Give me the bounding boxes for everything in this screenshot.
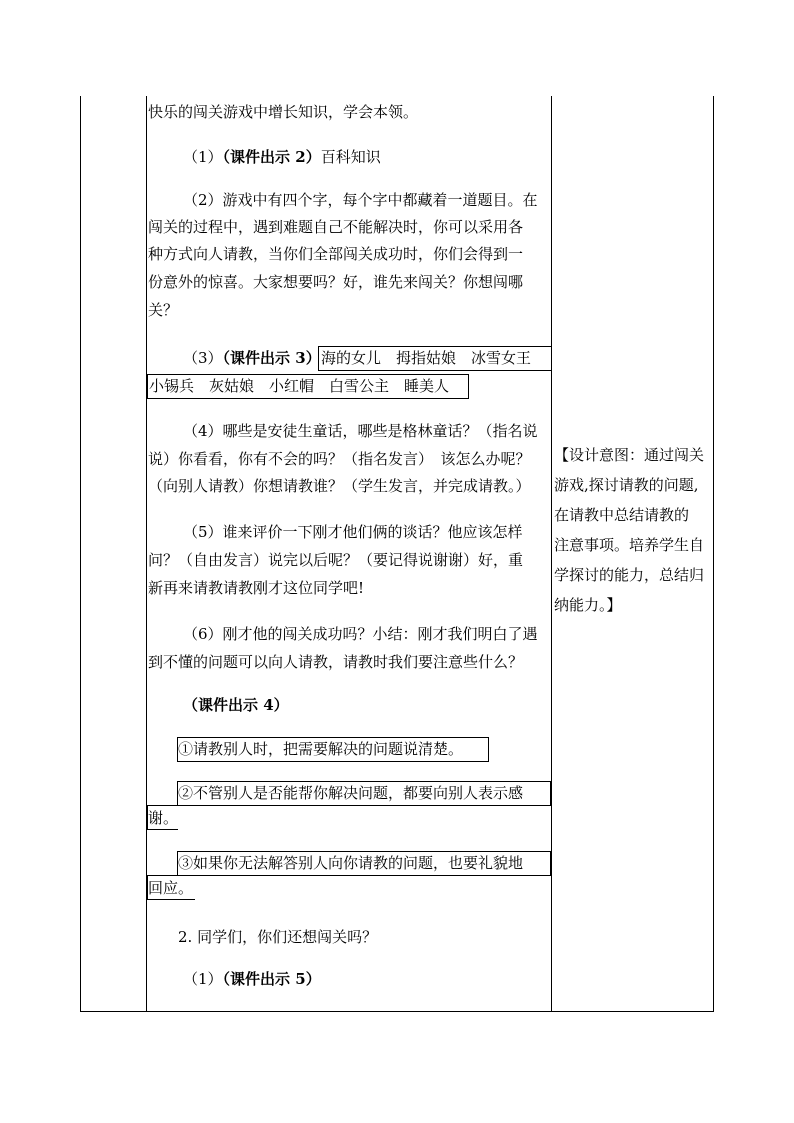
- point-3-line-1: ③如果你无法解答别人向你请教的问题，也要礼貌地: [178, 854, 524, 872]
- section-7-label: （课件出示 4）: [183, 696, 289, 714]
- story-list-line-2: 小锡兵 灰姑娘 小红帽 白雪公主 睡美人: [149, 377, 450, 395]
- intro-line: 快乐的闯关游戏中增长知识，学会本领。: [148, 103, 419, 121]
- section-1-label: （课件出示 2）: [222, 148, 321, 166]
- design-note-line-1: 【设计意图：通过闯关: [554, 446, 705, 464]
- section-3-label: （课件出示 3）: [222, 349, 321, 367]
- section-5-line-2: 问？（自由发言）说完以后呢？（要记得说谢谢）好，重: [148, 551, 524, 569]
- section-1: [183, 146, 381, 168]
- section-6-line-1: （6）刚才他的闯关成功吗？小结：刚才我们明白了遇: [183, 625, 538, 643]
- section-1-text: 百科知识: [320, 148, 381, 166]
- section-4-line-1: （4）哪些是安徒生童话，哪些是格林童话？（指名说: [183, 422, 538, 440]
- story-list-line-1: 海的女儿 拇指姑娘 冰雪女王: [321, 349, 532, 367]
- table-right-border: [713, 96, 714, 1012]
- section-5-line-1: （5）谁来评价一下刚才他们俩的谈话？他应该怎样: [183, 523, 523, 541]
- section-8: [183, 968, 321, 990]
- section-4-line-2: 说）你看看，你有不会的吗？（指名发言） 该怎么办呢？: [148, 450, 531, 468]
- design-note-line-5: 学探讨的能力，总结归: [554, 566, 705, 584]
- table-col-divider-2: [551, 96, 552, 1012]
- section-3-number: （3）: [183, 349, 223, 367]
- table-left-border: [80, 96, 81, 1012]
- section-2-line-3: 种方式向人请教，当你们全部闯关成功时，你们会得到一: [148, 245, 524, 263]
- point-3-line-2: 回应。: [148, 879, 194, 897]
- point-2-line-1: ②不管别人是否能帮你解决问题，都要向别人表示感: [178, 784, 524, 802]
- section-2-line-2: 闯关的过程中，遇到难题自己不能解决时，你可以采用各: [148, 218, 524, 236]
- section-2-line-4: 份意外的惊喜。大家想要吗？好，谁先来闯关？你想闯哪: [148, 273, 524, 291]
- section-5-line-3: 新再来请教请教刚才这位同学吧!: [148, 579, 365, 597]
- point-2-box-bottom: [177, 805, 550, 806]
- section-6-line-2: 到不懂的问题可以向人请教，请教时我们要注意些什么？: [148, 653, 524, 671]
- section-8-number: （1）: [183, 970, 223, 988]
- question-2: 2. 同学们，你们还想闯关吗？: [178, 928, 378, 946]
- section-3: [183, 347, 321, 369]
- design-note-line-6: 纳能力。】: [554, 596, 622, 614]
- section-2-line-1: （2）游戏中有四个字，每个字中都藏着一道题目。在: [183, 191, 538, 209]
- design-note-line-2: 游戏,探讨请教的问题,: [554, 476, 699, 494]
- point-1: ①请教别人时，把需要解决的问题说清楚。: [178, 740, 464, 758]
- point-2-line-2: 谢。: [148, 809, 179, 827]
- design-note-line-4: 注意事项。培养学生自: [554, 536, 705, 554]
- design-note-line-3: 在请教中总结请教的: [554, 506, 690, 524]
- section-1-number: （1）: [183, 148, 223, 166]
- section-4-line-3: （向别人请教）你想请教谁？（学生发言，并完成请教。）: [148, 477, 531, 495]
- point-3-box-bottom: [194, 875, 550, 876]
- section-8-label: （课件出示 5）: [222, 970, 321, 988]
- section-2-line-5: 关？: [148, 301, 179, 319]
- table-bottom-border: [80, 1011, 714, 1012]
